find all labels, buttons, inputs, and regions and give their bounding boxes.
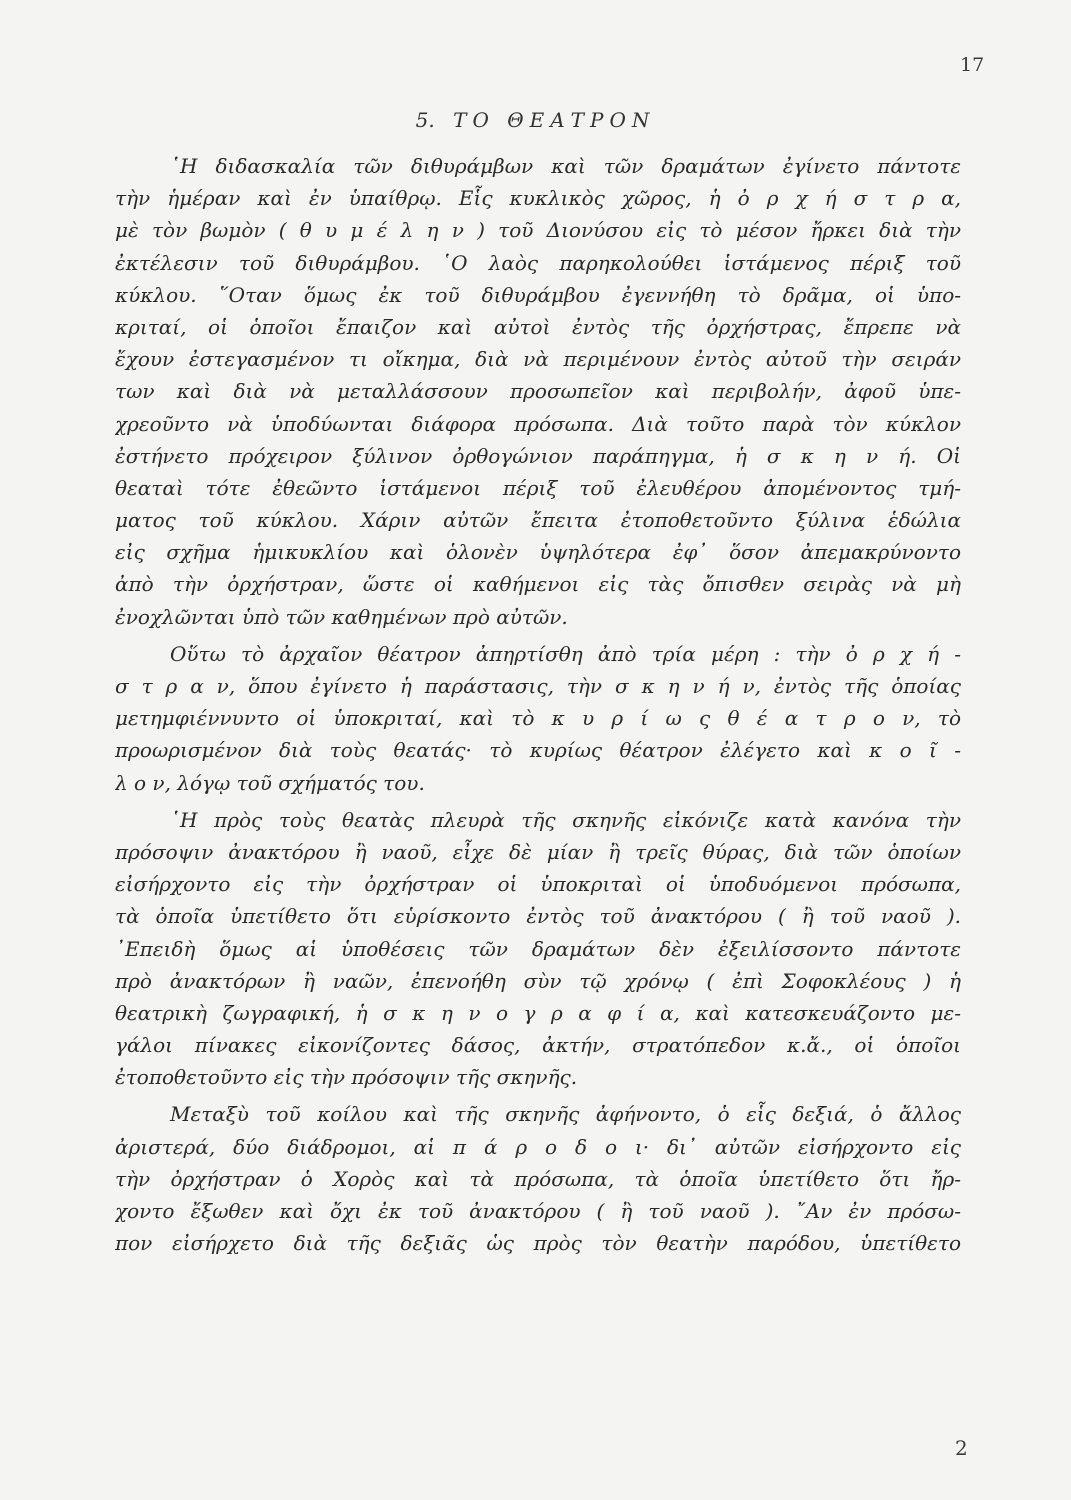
- text-line: ἐνοχλῶνται ὑπὸ τῶν καθημένων πρὸ αὐτῶν.: [115, 604, 568, 629]
- text-line: ἔχουν ἐστεγασμένον τι οἴκημα, διὰ νὰ περιμένουν ἐντὸς αὐτοῦ τὴν σειράν: [115, 347, 961, 372]
- text-line: ῾Η πρὸς τοὺς θεατὰς πλευρὰ τῆς σκηνῆς εἰκόνιζε κατὰ κανόνα τὴν: [170, 807, 961, 832]
- text-line: χρεοῦντο νὰ ὑποδύωνται διάφορα πρόσωπα. Διὰ τοῦτο παρὰ τὸν κύκλον: [115, 411, 961, 436]
- signature-mark: 2: [955, 1436, 968, 1460]
- text-line: χοντο ἔξωθεν καὶ ὄχι ἐκ τοῦ ἀνακτόρου ( ἢ τοῦ ναοῦ ). ῎Αν ἐν πρόσω-: [115, 1199, 961, 1223]
- chapter-title: [0, 108, 1071, 132]
- text-line: ἐστήνετο πρόχειρον ξύλινον ὀρθογώνιον παράπηγμα, ἡ σ κ η ν ή. Οἱ: [115, 443, 961, 468]
- text-line: ἐτοποθετοῦντο εἰς τὴν πρόσοψιν τῆς σκηνῆς.: [115, 1065, 578, 1090]
- body-text: [115, 150, 961, 1259]
- text-line: τὴν ὀρχήστραν ὁ Χορὸς καὶ τὰ πρόσωπα, τὰ ὁποῖα ὑπετίθετο ὅτι ἤρ-: [115, 1166, 961, 1191]
- text-line: πρὸ ἀνακτόρων ἢ ναῶν, ἐπενοήθη σὺν τῷ χρόνῳ ( ἐπὶ Σοφοκλέους ) ἡ: [115, 968, 961, 993]
- text-line: θεατρικὴ ζωγραφική, ἡ σ κ η ν ο γ ρ α φ ί α, καὶ κατεσκευάζοντο με-: [115, 1000, 961, 1025]
- text-line: μὲ τὸν βωμὸν ( θ υ μ έ λ η ν ) τοῦ Διονύσου εἰς τὸ μέσον ἤρκει διὰ τὴν: [115, 218, 961, 243]
- text-line: εἰς σχῆμα ἡμικυκλίου καὶ ὁλονὲν ὑψηλότερα ἐφ᾿ ὅσον ἀπεμακρύνοντο: [115, 540, 961, 565]
- text-line: εἰσήρχοντο εἰς τὴν ὀρχήστραν οἱ ὑποκριταὶ οἱ ὑποδυόμενοι πρόσωπα,: [115, 872, 961, 897]
- paragraph-3: [115, 804, 961, 1094]
- chapter-number: 5.: [415, 108, 435, 132]
- text-line: ῾Η διδασκαλία τῶν διθυράμβων καὶ τῶν δραμάτων ἐγίνετο πάντοτε: [170, 154, 961, 178]
- text-line: λ ο ν, λόγῳ τοῦ σχήματός του.: [115, 770, 425, 795]
- text-line: ἐκτέλεσιν τοῦ διθυράμβου. ῾Ο λαὸς παρηκολούθει ἱστάμενος πέριξ τοῦ: [115, 250, 961, 275]
- text-line: σ τ ρ α ν, ὅπου ἐγίνετο ἡ παράστασις, τὴν σ κ η ν ή ν, ἐντὸς τῆς ὁποίας: [115, 674, 961, 698]
- text-line: πρόσοψιν ἀνακτόρου ἢ ναοῦ, εἶχε δὲ μίαν ἢ τρεῖς θύρας, διὰ τῶν ὁποίων: [115, 839, 961, 864]
- text-line: ἀπὸ τὴν ὀρχήστραν, ὥστε οἱ καθήμενοι εἰς τὰς ὄπισθεν σειρὰς νὰ μὴ: [115, 572, 961, 597]
- text-line: ματος τοῦ κύκλου. Χάριν αὐτῶν ἔπειτα ἐτοποθετοῦντο ξύλινα ἑδώλια: [115, 508, 961, 533]
- text-line: τὰ ὁποῖα ὑπετίθετο ὅτι εὑρίσκοντο ἐντὸς τοῦ ἀνακτόρου ( ἢ τοῦ ναοῦ ).: [115, 904, 961, 929]
- text-line: ᾿Επειδὴ ὅμως αἱ ὑποθέσεις τῶν δραμάτων δὲν ἐξειλίσσοντο πάντοτε: [115, 936, 961, 961]
- text-line: τὴν ἡμέραν καὶ ἐν ὑπαίθρῳ. Εἷς κυκλικὸς χῶρος, ἡ ὀ ρ χ ή σ τ ρ α,: [115, 186, 961, 211]
- paragraph-4: [115, 1098, 961, 1259]
- text-line: γάλοι πίνακες εἰκονίζοντες δάσος, ἀκτήν, στρατόπεδον κ.ἄ., οἱ ὁποῖοι: [115, 1033, 961, 1058]
- text-line: προωρισμένον διὰ τοὺς θεατάς· τὸ κυρίως θέατρον ἐλέγετο καὶ κ ο ῖ -: [115, 738, 961, 763]
- paragraph-2: [115, 638, 961, 799]
- text-line: κύκλου. ῞Οταν ὅμως ἐκ τοῦ διθυράμβου ἐγεννήθη τὸ δρᾶμα, οἱ ὑπο-: [115, 282, 961, 307]
- paragraph-1: [115, 150, 961, 633]
- page-number: 17: [960, 54, 985, 76]
- text-line: μετημφιέννυντο οἱ ὑποκριταί, καὶ τὸ κ υ ρ ί ω ς θ έ α τ ρ ο ν, τὸ: [115, 706, 961, 731]
- text-line: κριταί, οἱ ὁποῖοι ἔπαιζον καὶ αὐτοὶ ἐντὸς τῆς ὀρχήστρας, ἔπρεπε νὰ: [115, 314, 961, 339]
- text-line: των καὶ διὰ νὰ μεταλλάσσουν προσωπεῖον καὶ περιβολήν, ἀφοῦ ὑπε-: [115, 379, 961, 404]
- text-line: Μεταξὺ τοῦ κοίλου καὶ τῆς σκηνῆς ἀφήνοντο, ὁ εἷς δεξιά, ὁ ἄλλος: [170, 1102, 961, 1127]
- text-line: θεαταὶ τότε ἐθεῶντο ἱστάμενοι πέριξ τοῦ ἐλευθέρου ἀπομένοντος τμή-: [115, 475, 961, 500]
- text-line: Οὕτω τὸ ἀρχαῖον θέατρον ἀπηρτίσθη ἀπὸ τρία μέρη : τὴν ὀ ρ χ ή -: [170, 641, 961, 666]
- chapter-title-text: ΤΟ ΘΕΑΤΡΟΝ: [453, 108, 656, 132]
- text-line: ἀριστερά, δύο διάδρομοι, αἱ π ά ρ ο δ ο ι· δι᾿ αὐτῶν εἰσήρχοντο εἰς: [115, 1134, 961, 1159]
- text-line: πον εἰσήρχετο διὰ τῆς δεξιᾶς ὡς πρὸς τὸν θεατὴν παρόδου, ὑπετίθετο: [115, 1231, 961, 1256]
